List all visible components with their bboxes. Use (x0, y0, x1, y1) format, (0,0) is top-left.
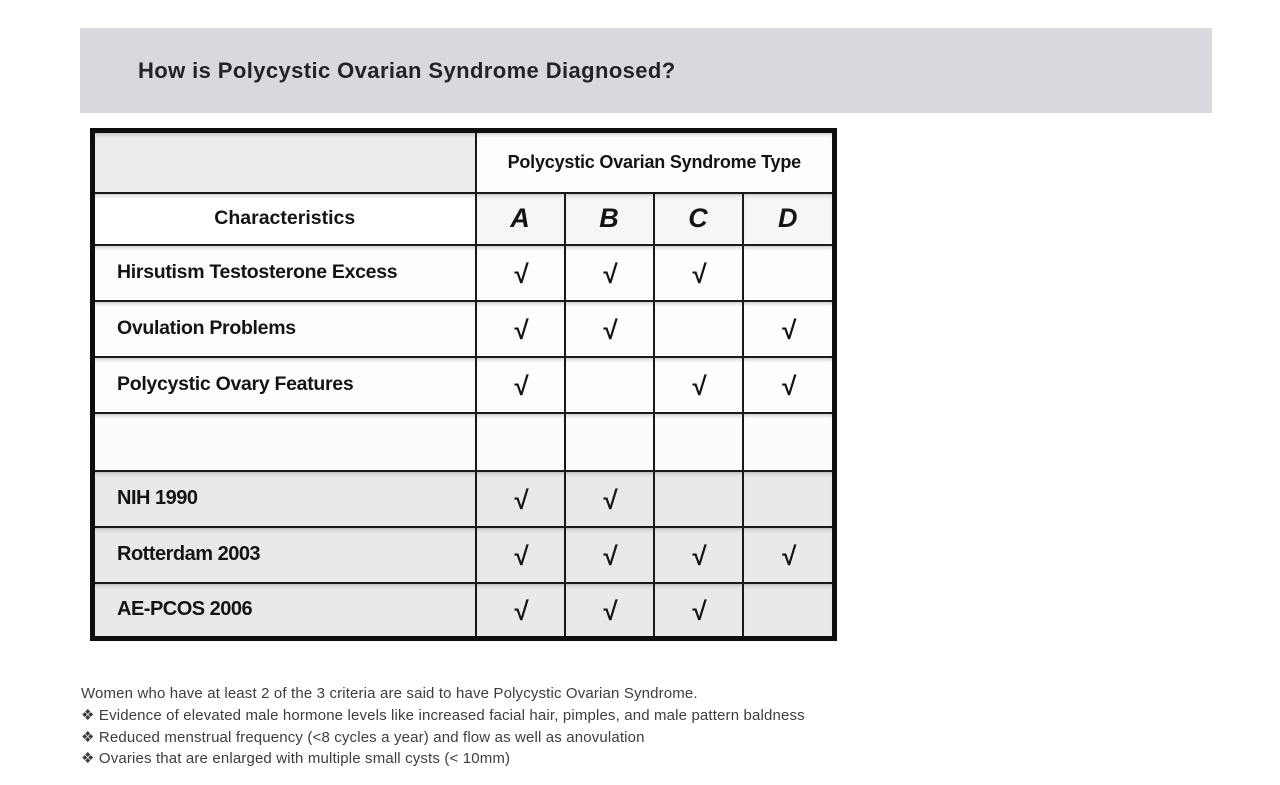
check-cell: √ (565, 245, 654, 301)
check-cell: √ (654, 245, 743, 301)
check-cell: √ (476, 245, 565, 301)
check-cell: √ (476, 471, 565, 527)
row-label: Polycystic Ovary Features (93, 357, 476, 413)
row-label: Hirsutism Testosterone Excess (93, 245, 476, 301)
check-cell (743, 471, 835, 527)
notes-bullet-3: ❖ Ovaries that are enlarged with multiple small cysts (< 10mm) (81, 750, 511, 768)
table-row (93, 357, 835, 413)
table-row (93, 583, 835, 639)
table-row (93, 527, 835, 583)
check-cell: √ (565, 583, 654, 639)
notes-bullet-1: ❖ Evidence of elevated male hormone levels like increased facial hair, pimples, and male pattern baldness (81, 706, 805, 724)
corner-cell (93, 131, 476, 193)
check-cell: √ (743, 527, 835, 583)
check-cell: √ (743, 301, 835, 357)
check-cell (654, 471, 743, 527)
check-cell (654, 301, 743, 357)
table-row (93, 471, 835, 527)
row-label: AE-PCOS 2006 (93, 583, 476, 639)
column-header-d: D (743, 193, 835, 245)
pcos-diagnosis-table (90, 128, 837, 641)
check-cell: √ (743, 357, 835, 413)
title-bar (80, 28, 1212, 113)
check-cell (743, 413, 835, 471)
table-row (93, 131, 835, 193)
row-label (93, 413, 476, 471)
check-cell: √ (565, 471, 654, 527)
check-cell: √ (654, 527, 743, 583)
check-cell (476, 413, 565, 471)
check-cell (654, 413, 743, 471)
table-row (93, 193, 835, 245)
check-cell: √ (476, 301, 565, 357)
check-cell: √ (476, 583, 565, 639)
notes-bullet-2: ❖ Reduced menstrual frequency (<8 cycles a year) and flow as well as anovulation (81, 728, 645, 746)
column-header-c: C (654, 193, 743, 245)
check-cell (743, 245, 835, 301)
check-cell: √ (476, 527, 565, 583)
check-cell (565, 413, 654, 471)
notes-intro: Women who have at least 2 of the 3 criteria are said to have Polycystic Ovarian Syndrome. (81, 685, 698, 702)
check-cell (565, 357, 654, 413)
criteria-notes (81, 683, 1081, 770)
check-cell: √ (654, 583, 743, 639)
check-cell: √ (654, 357, 743, 413)
row-label: NIH 1990 (93, 471, 476, 527)
check-cell (743, 583, 835, 639)
column-header-b: B (565, 193, 654, 245)
row-label: Rotterdam 2003 (93, 527, 476, 583)
check-cell: √ (565, 527, 654, 583)
page-title: How is Polycystic Ovarian Syndrome Diagnosed? (138, 57, 676, 83)
check-cell: √ (565, 301, 654, 357)
column-header-a: A (476, 193, 565, 245)
row-label: Ovulation Problems (93, 301, 476, 357)
table-row (93, 301, 835, 357)
spacer-row (93, 413, 835, 471)
table-row (93, 245, 835, 301)
check-cell: √ (476, 357, 565, 413)
characteristics-header: Characteristics (93, 193, 476, 245)
type-group-header: Polycystic Ovarian Syndrome Type (476, 131, 835, 193)
